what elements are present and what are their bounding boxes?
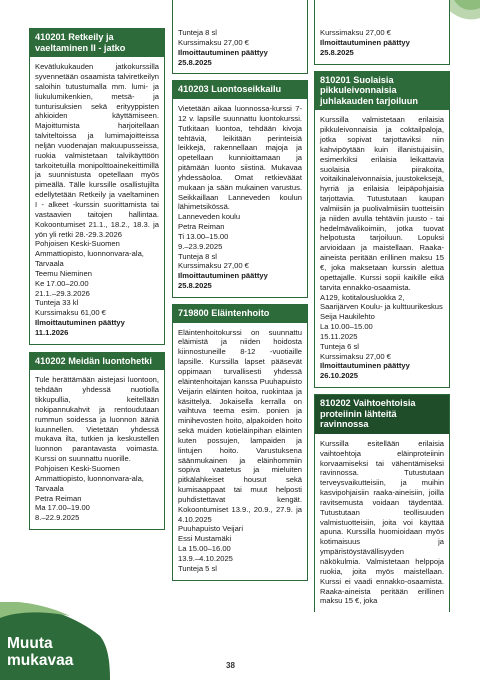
course-deadline: Ilmoittautuminen päättyy 11.1.2026 [35, 318, 125, 337]
course-dates: 9.–23.9.2025 [178, 241, 223, 251]
column-1 [29, 0, 165, 530]
course-body [315, 110, 449, 387]
course-location: Pohjoisen Keski-Suomen Ammattiopisto, luonnonvara-ala, Tarvaala [35, 239, 144, 269]
column-3 [314, 0, 450, 612]
course-teacher: Petra Reiman [35, 493, 82, 503]
course-body [30, 57, 164, 344]
course-fee: Kurssimaksu 27,00 € [320, 28, 391, 37]
course-description: Kurssilla valmistetaan erilaisia pikkuleivonnaisia ja coktailpaloja, jotka sopivat tarjottaviksi niin kahvipöytään kuin illanistujaisiin, esimerkiksi erilaisia leikattavia suolaisia piirakoita, voitaikinaleivonnaisia, juustokeksejä, hyrriä ja erilaisia leipäpohjaisia tarjottavia. Tutustutaan kaupan valmiisiin ja puolivalmiisiin tuotteisiin ja niiden avulla tehtäviin juusto - tai hedelmävalikoimiin, jotka tuovat helpotusta tarjoiluun. Lopuksi arvioidaan ja maistellaan. Raaka-aineista peritään erillinen maksu 15 €, joka maksetaan kurssin alettua opettajalle. Kurssi sopii kaikille eikä tarvita ennakko-osaamista. [320, 115, 444, 292]
course-location: Pohjoisen Keski-Suomen Ammattiopisto, luonnonvara-ala, Tarvaala [35, 464, 144, 493]
course-deadline: Ilmoittautuminen päättyy 26.10.2025 [320, 361, 410, 381]
course-title: 810201 Suolaisia pikkuleivonnaisia juhlakauden tarjoiluun [315, 72, 449, 111]
page-number: 38 [226, 661, 235, 670]
course-teacher: Seija Haukilehto [320, 312, 375, 322]
course-teacher: Essi Mustamäki [178, 534, 232, 544]
course-location: Lanneveden koulu [178, 212, 241, 222]
course-719800 [172, 304, 308, 581]
course-dates: 15.11.2025 [320, 331, 358, 341]
course-810201 [314, 71, 450, 389]
course-body [315, 434, 449, 612]
course-hours: Tunteja 8 sl [178, 251, 217, 261]
course-teacher: Petra Reiman [178, 222, 225, 232]
course-location: A129, kotitalousluokka 2, Saarijärven Koulu- ja kulttuurikeskus [320, 292, 443, 312]
course-hours: Tunteja 6 sl [320, 341, 359, 351]
course-dates: 8.–22.9.2025 [35, 513, 80, 523]
course-time: Ma 17.00–19.00 [35, 503, 90, 513]
course-fee: Kurssimaksu 61,00 € [35, 308, 106, 318]
course-teacher: Teemu Nieminen [35, 268, 92, 278]
course-location: Puuhapuisto Veijari [178, 524, 244, 534]
course-hours: Tunteja 33 kl [35, 298, 79, 308]
course-title: 719800 Eläintenhoito [173, 305, 307, 323]
course-body [173, 323, 307, 580]
course-description: Kevätlukukauden jatkokurssilla syvennetään osaamista talviretkeilyn saloihin tutustumalla mm. lumi- ja liukulumikenkien, metsä- ja tunturisuksien sekä erityyppisten ahkioiden käyttämiseen. Majoittumista harjoitellaan talviteltoissa ja lumimajoitteissa neljän vuodenajan makuupusseissa, ruokia valmistetaan talvikäyttöön tarkoitetuilla monipolttoainekeittimillä ja suunnistusta opetellaan myös pimeällä. Tälle kurssille osallistujilta edellytetään Retkeily ja vaeltaminen I - alkeet -kurssin suorittamista tai vastaavien taitojen hallintaa. Kokoontumiset 21.1., 18.2., 18.3. ja yön yli retki 28.-29.3.2026 [35, 62, 159, 239]
section-title-line-1: Muuta [7, 635, 53, 652]
section-title [7, 635, 73, 669]
course-time: Ti 13.00–15.00 [178, 231, 229, 241]
course-description: Vietetään aikaa luonnossa-kurssi 7-12 v. lapsille suunnattu luontokurssi. Tutkitaan luontoa, tehdään kivoja tehtäviä, leikitään perinteisiä leikkejä, rakennellaan majoja ja opetellaan kunnioittamaan ja pitämään luonto siistinä. Mukavaa yhdessäoloa. Omat retkievääat mukaan ja sään mukainen varustus. Seikkaillaan Lanneveden koulun lähimetsikössä. [178, 103, 302, 212]
course-fee: Kurssimaksu 27,00 € [178, 37, 249, 47]
course-time: Ke 17.00–20.00 [35, 278, 89, 288]
course-dates: 21.1.–29.3.2026 [35, 288, 90, 298]
course-fee: Kurssimaksu 27,00 € [178, 261, 249, 271]
course-810202 [314, 394, 450, 612]
course-410201 [29, 28, 165, 345]
course-time: La 10.00–15.00 [320, 322, 373, 332]
course-body [173, 99, 307, 297]
course-fee: Kurssimaksu 27,00 € [320, 351, 391, 361]
continuation-body [173, 0, 307, 73]
course-title: 410202 Meidän luontohetki [30, 353, 164, 371]
course-description: Tule herättämään aistejasi luontoon, tehdään yhdessä nuotiolla tikkupullia, keitellään nokipannukahvit ja rentoudutaan rummun soidessa ja luonnon ääniä kuunnellen. Vietetään yhdessä mukava ilta, tutkien ja keskustellen luonnon parantavasta voimasta. Kurssi on suunnattu nuorille. [35, 375, 159, 464]
course-description: Kurssilla esitellään erilaisia vaihtoehtoja eläinproteiinin korvaamiseksi tai vähentämiseksi ravinnossa. Tutustutaan terveysvaikutteisiin, ja muihin kasvipohjaisiin raaka-aineisiin, joilla ravitsemusta voidaan täydentää. Tutustutaan teollisuuden valmistuotteisiin, joita voi käyttää apuna. Kurssilla huomioidaan myös kotimaisuus ja ympäristöystävällisyyden näkökulmia. Valmistetaan helppoja ruokia, joita myös maistellaan. Kurssi ei vaadi ennakko-osaamista. Raaka-aineista peritään erillinen maksu 15 €, joka [320, 438, 444, 606]
course-hours: Tunteja 8 sl [178, 28, 217, 37]
course-title: 410201 Retkeily ja vaeltaminen II - jatko [30, 29, 164, 57]
course-deadline: Ilmoittautuminen päättyy 25.8.2025 [178, 271, 268, 291]
course-dates: 13.9.–4.10.2025 [178, 554, 233, 563]
column-2 [172, 0, 308, 581]
course-hours: Tunteja 5 sl [178, 563, 217, 573]
course-continuation [172, 0, 308, 74]
section-title-line-2: mukavaa [7, 652, 74, 669]
course-title: 810202 Vaihtoehtoisia proteiinin lähteitä ravinnossa [315, 395, 449, 434]
course-410203 [172, 80, 308, 298]
course-410202 [29, 352, 165, 530]
course-continuation [314, 0, 450, 65]
continuation-body [315, 0, 449, 64]
course-time: La 15.00–16.00 [178, 544, 231, 554]
course-body [30, 370, 164, 529]
course-title: 410203 Luontoseikkailu [173, 81, 307, 99]
course-description: Eläintenhoitokurssi on suunnattu eläimistä ja niiden hoidosta kiinnostuneille 8-12 -vuotiaille lapsille. Kurssilla lapset pääsevät oppimaan turvallisesti yhdessä eläintenhoitajan kanssa Puuhapuisto Veijarin eläinten hoitoa, ruokintaa ja käsittelyä. Jokaisella kerralla on vaihtuva teema esim. ponien ja minihevosten hoito, alpakoiden hoito sekä muiden kotieläinpihan eläinten kuten possujen, lampaiden ja lintujen hoito. Varustuksena säänmukainen ja eläinhommiin sopiva vaatetus ja mieluiten pitkälahkeiset housut sekä kumisaappaat tai muut helposti puhdistettavat kengät. Kokoontumiset 13.9., 20.9., 27.9. ja 4.10.2025 [178, 327, 302, 524]
course-deadline: Ilmoittautuminen päättyy 25.8.2025 [178, 47, 268, 67]
course-deadline: Ilmoittautuminen päättyy 25.8.2025 [320, 37, 410, 57]
